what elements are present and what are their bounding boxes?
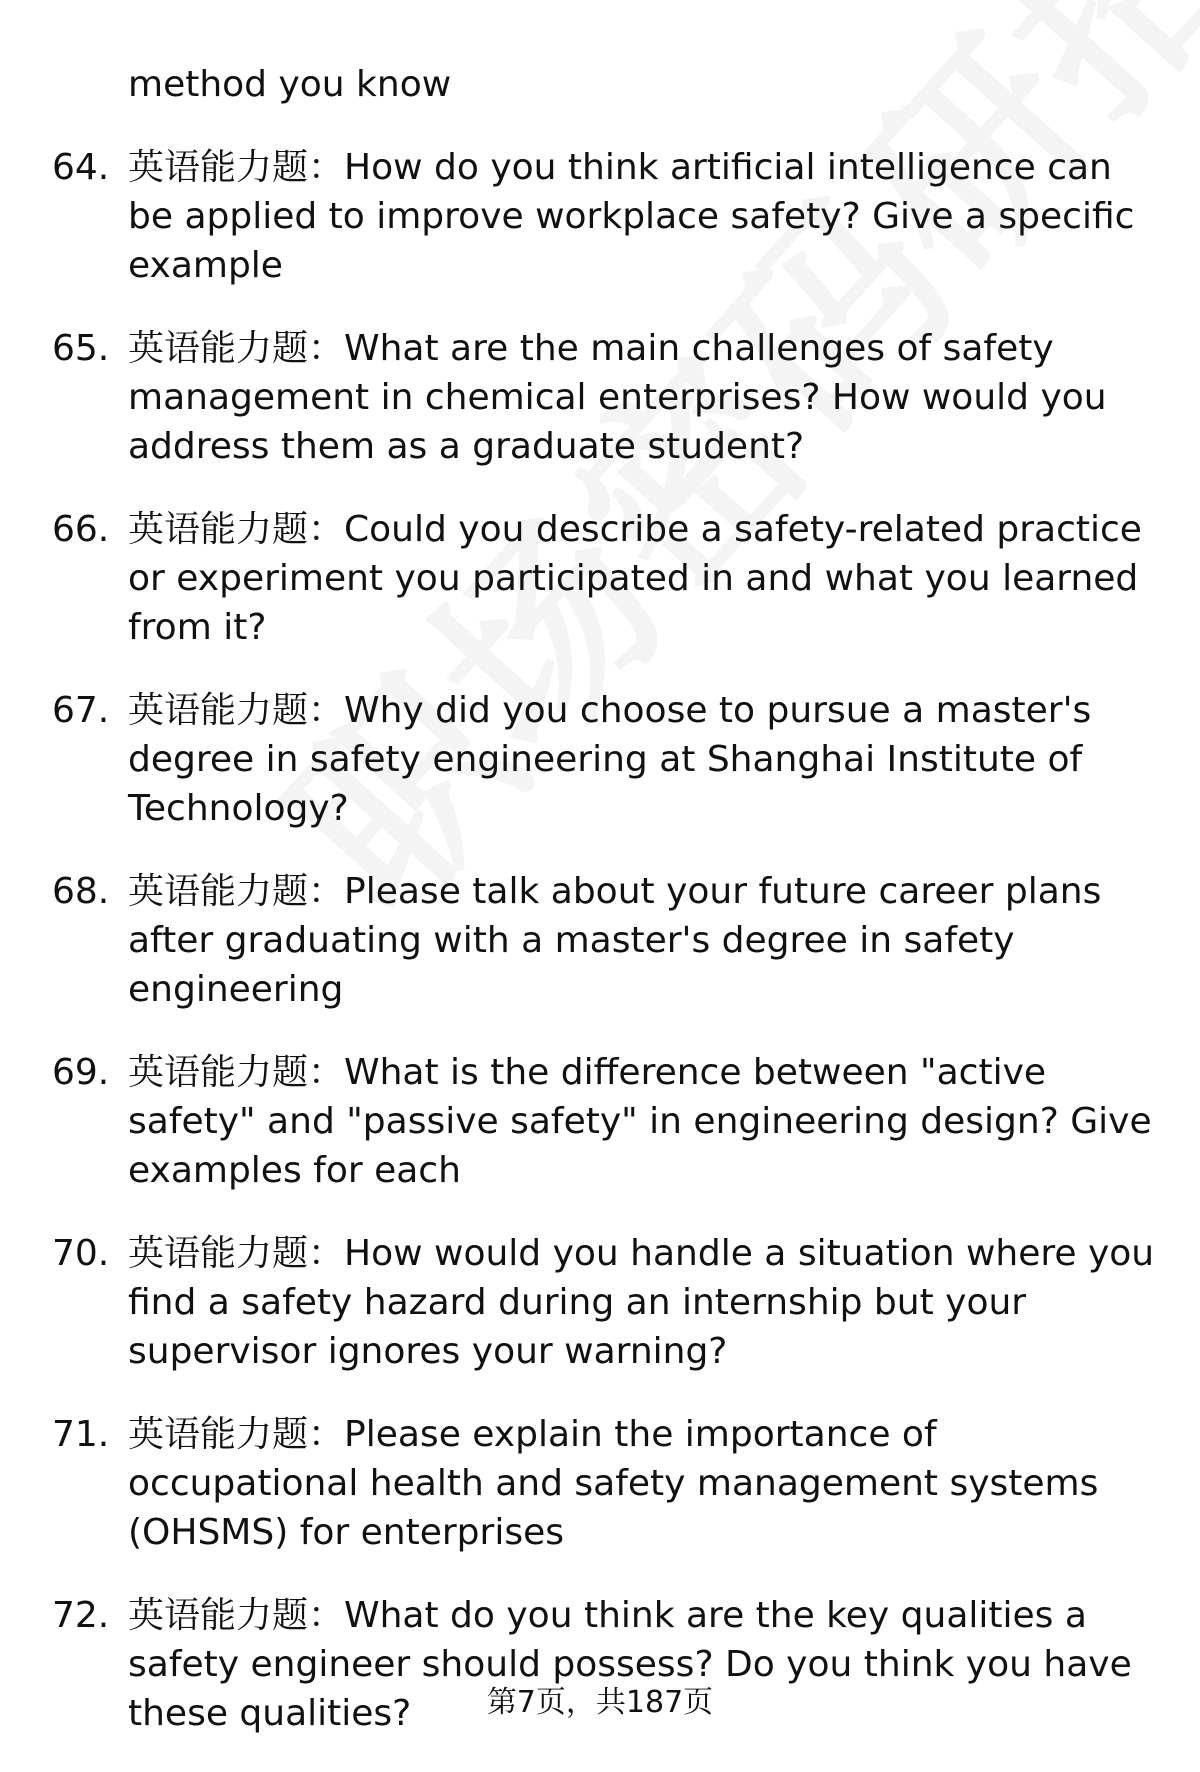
question-number: 72. [52,1595,110,1636]
question-number: 64. [52,147,110,188]
question-category: 英语能力题： [128,871,345,912]
question-number: 66. [52,509,110,550]
continued-text: method you know [128,64,452,105]
question-category: 英语能力题： [128,509,345,550]
question-text: How would you handle a situation where you find a safety hazard during an internship but your supervisor ignores your warning? [128,1233,1155,1372]
question-text: Please talk about your future career plans after graduating with a master's degree in safety engineering [128,871,1102,1010]
question-item-66 [52,505,1162,652]
question-number: 68. [52,871,110,912]
question-item-68 [52,867,1162,1014]
question-category: 英语能力题： [128,690,345,731]
question-number: 65. [52,328,110,369]
question-text: What is the difference between "active safety" and "passive safety" in engineering design? Give examples for each [128,1052,1152,1191]
question-text: Why did you choose to pursue a master's degree in safety engineering at Shanghai Institute of Technology? [128,690,1092,829]
question-category: 英语能力题： [128,328,345,369]
question-text: Could you describe a safety-related practice or experiment you participated in and what you learned from it? [128,509,1142,648]
question-category: 英语能力题： [128,147,345,188]
question-number: 69. [52,1052,110,1093]
question-item-69 [52,1048,1162,1195]
question-category: 英语能力题： [128,1595,345,1636]
question-item-70 [52,1229,1162,1376]
question-item-67 [52,686,1162,833]
question-text: What are the main challenges of safety management in chemical enterprises? How would you address them as a graduate student? [128,328,1107,467]
question-number: 67. [52,690,110,731]
page-footer: 第7页，共187页 [486,1685,714,1720]
question-item-64 [52,143,1162,290]
question-text: What do you think are the key qualities a safety engineer should possess? Do you think you have these qualities? [128,1595,1132,1734]
question-list [52,60,1162,1772]
question-category: 英语能力题： [128,1233,345,1274]
question-number: 70. [52,1233,110,1274]
question-text: Please explain the importance of occupational health and safety management systems (OHSMS) for enterprises [128,1414,1099,1553]
question-category: 英语能力题： [128,1414,345,1455]
question-category: 英语能力题： [128,1052,345,1093]
question-text: How do you think artificial intelligence can be applied to improve workplace safety? Give a specific example [128,147,1135,286]
question-item-65 [52,324,1162,471]
question-item-71 [52,1410,1162,1557]
question-number: 71. [52,1414,110,1455]
